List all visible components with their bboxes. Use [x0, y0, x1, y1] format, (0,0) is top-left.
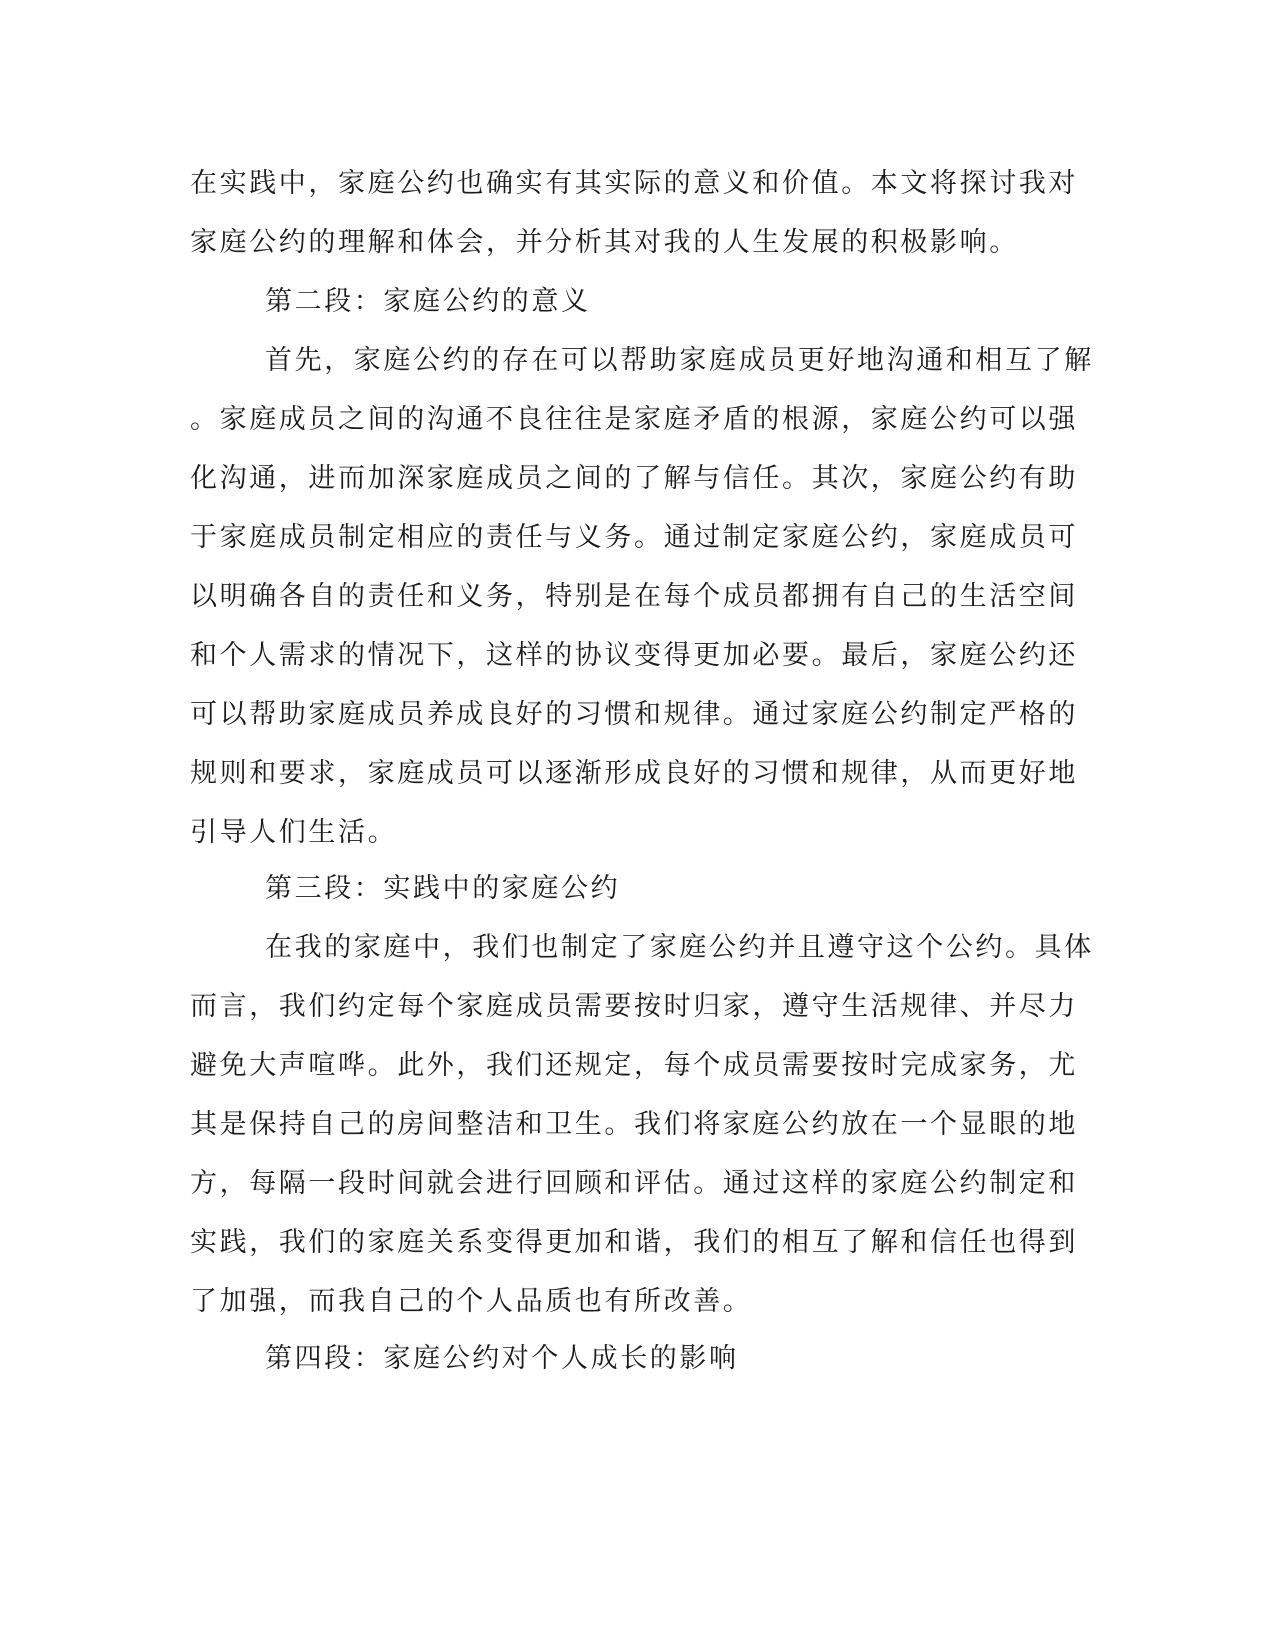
text-line: 而言，我们约定每个家庭成员需要按时归家，遵守生活规律、并尽力 — [190, 991, 1078, 1022]
text-line: 和个人需求的情况下，这样的协议变得更加必要。最后，家庭公约还 — [190, 640, 1078, 671]
text-line: 。家庭成员之间的沟通不良往往是家庭矛盾的根源，家庭公约可以强 — [190, 404, 1078, 435]
section-heading-4: 第四段：家庭公约对个人成长的影响 — [265, 1343, 739, 1374]
text-line: 在我的家庭中，我们也制定了家庭公约并且遵守这个公约。具体 — [265, 932, 1094, 963]
text-line: 首先，家庭公约的存在可以帮助家庭成员更好地沟通和相互了解 — [265, 345, 1094, 376]
section-heading-3: 第三段：实践中的家庭公约 — [265, 873, 621, 904]
text-line: 了加强，而我自己的个人品质也有所改善。 — [190, 1286, 753, 1317]
text-line: 方，每隔一段时间就会进行回顾和评估。通过这样的家庭公约制定和 — [190, 1168, 1078, 1199]
text-line: 家庭公约的理解和体会，并分析其对我的人生发展的积极影响。 — [190, 227, 1019, 258]
section-heading-2: 第二段：家庭公约的意义 — [265, 286, 591, 317]
text-line: 规则和要求，家庭成员可以逐渐形成良好的习惯和规律，从而更好地 — [190, 758, 1078, 789]
text-line: 其是保持自己的房间整洁和卫生。我们将家庭公约放在一个显眼的地 — [190, 1109, 1078, 1140]
text-line: 引导人们生活。 — [190, 817, 398, 848]
text-line: 于家庭成员制定相应的责任与义务。通过制定家庭公约，家庭成员可 — [190, 522, 1078, 553]
text-line: 实践，我们的家庭关系变得更加和谐，我们的相互了解和信任也得到 — [190, 1227, 1078, 1258]
text-line: 在实践中，家庭公约也确实有其实际的意义和价值。本文将探讨我对 — [190, 168, 1078, 199]
text-line: 可以帮助家庭成员养成良好的习惯和规律。通过家庭公约制定严格的 — [190, 699, 1078, 730]
text-line: 避免大声喧哗。此外，我们还规定，每个成员需要按时完成家务，尤 — [190, 1050, 1078, 1081]
text-line: 化沟通，进而加深家庭成员之间的了解与信任。其次，家庭公约有助 — [190, 463, 1078, 494]
text-line: 以明确各自的责任和义务，特别是在每个成员都拥有自己的生活空间 — [190, 581, 1078, 612]
